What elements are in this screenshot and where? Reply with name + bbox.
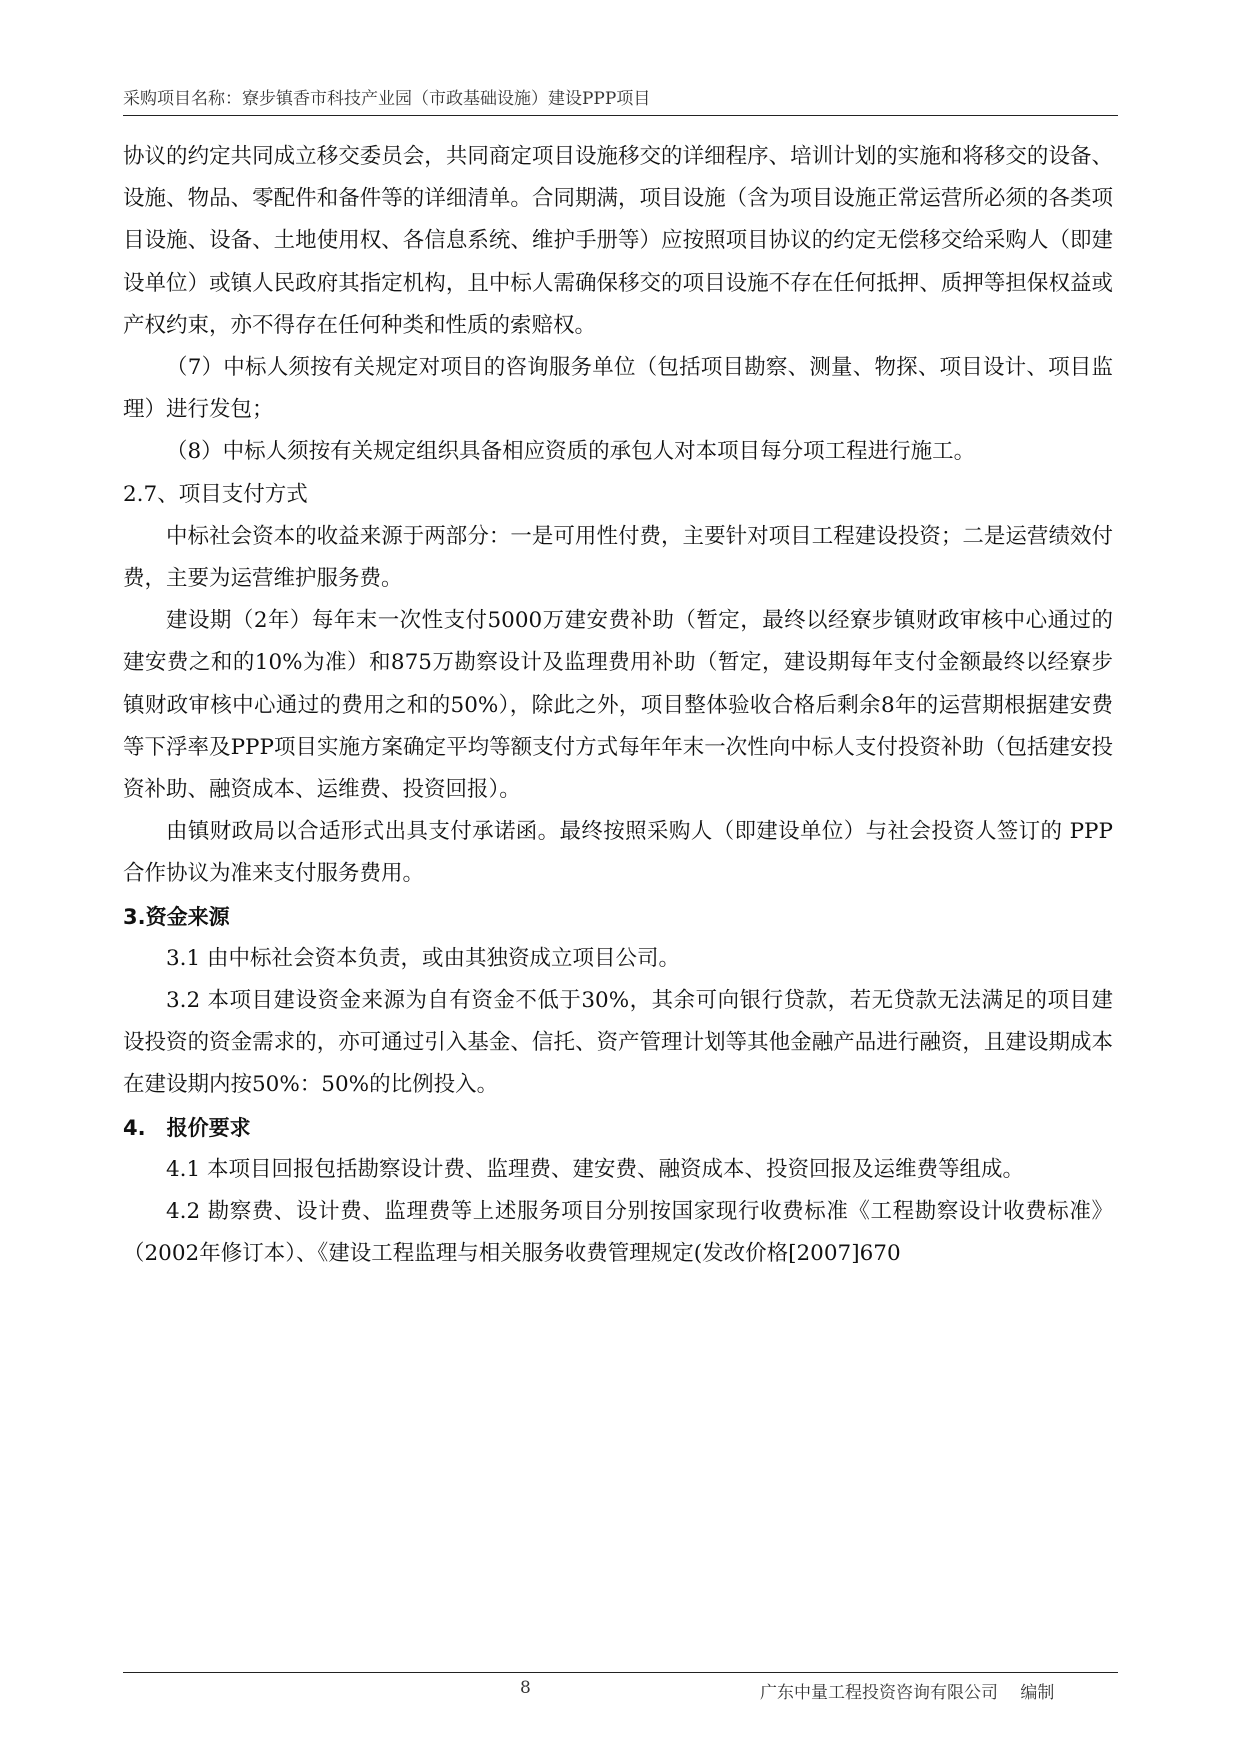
section-heading-4: 4. 报价要求 [123, 1115, 251, 1140]
paragraph-item-8: （8）中标人须按有关规定组织具备相应资质的承包人对本项目每分项工程进行施工。 [166, 439, 976, 465]
paragraph-item-7: （7）中标人须按有关规定对项目的咨询服务单位（包括项目勘察、测量、物探、项目设计、项目监理）进行发包； [123, 355, 1113, 423]
paragraph-4-1: 4.1 本项目回报包括勘察设计费、监理费、建安费、融资成本、投资回报及运维费等组成。 [166, 1156, 1025, 1182]
footer-divider [123, 1672, 1118, 1673]
paragraph-transfer: 协议的约定共同成立移交委员会，共同商定项目设施移交的详细程序、培训计划的实施和将移交的设备、设施、物品、零配件和备件等的详细清单。合同期满，项目设施（含为项目设施正常运营所必须的各类项目设施、设备、土地使用权、各信息系统、维护手册等）应按照项目协议的约定无偿移交给采购人（即建设单位）或镇人民政府其指定机构，且中标人需确保移交的项目设施不存在任何抵押、质押等担保权益或产权约束，亦不得存在任何种类和性质的索赔权。 [123, 144, 1113, 338]
paragraph-construction-payment: 建设期（2年）每年末一次性支付5000万建安费补助（暂定，最终以经寮步镇财政审核中心通过的建安费之和的10%为准）和875万勘察设计及监理费用补助（暂定，建设期每年支付金额最终以经寮步镇财政审核中心通过的费用之和的50%），除此之外，项目整体验收合格后剩余8年的运营期根据建安费等下浮率及PPP项目实施方案确定平均等额支付方式每年年末一次性向中标人支付投资补助（包括建安投资补助、融资成本、运维费、投资回报）。 [123, 608, 1113, 803]
paragraph-4-2: 4.2 勘察费、设计费、监理费等上述服务项目分别按国家现行收费标准《工程勘察设计收费标准》（2002年修订本）、《建设工程监理与相关服务收费管理规定(发改价格[2007]670 [123, 1199, 1113, 1267]
paragraph-3-1: 3.1 由中标社会资本负责，或由其独资成立项目公司。 [166, 945, 681, 971]
footer-company: 广东中量工程投资咨询有限公司 编制 [760, 1683, 1055, 1703]
section-heading-2-7: 2.7、项目支付方式 [123, 481, 308, 507]
paragraph-revenue-source: 中标社会资本的收益来源于两部分：一是可用性付费，主要针对项目工程建设投资；二是运营绩效付费，主要为运营维护服务费。 [123, 523, 1113, 592]
page-header: 采购项目名称：寮步镇香市科技产业园（市政基础设施）建设PPP项目 [123, 84, 1118, 116]
page-number: 8 [520, 1678, 531, 1698]
section-heading-3: 3.资金来源 [123, 904, 230, 929]
document-body [123, 136, 1113, 1275]
paragraph-commitment-letter: 由镇财政局以合适形式出具支付承诺函。最终按照采购人（即建设单位）与社会投资人签订的 PPP 合作协议为准来支付服务费用。 [123, 819, 1113, 887]
paragraph-3-2: 3.2 本项目建设资金来源为自有资金不低于30%，其余可向银行贷款，若无贷款无法满足的项目建设投资的资金需求的，亦可通过引入基金、信托、资产管理计划等其他金融产品进行融资，且建设期成本在建设期内按50%：50%的比例投入。 [123, 988, 1113, 1098]
